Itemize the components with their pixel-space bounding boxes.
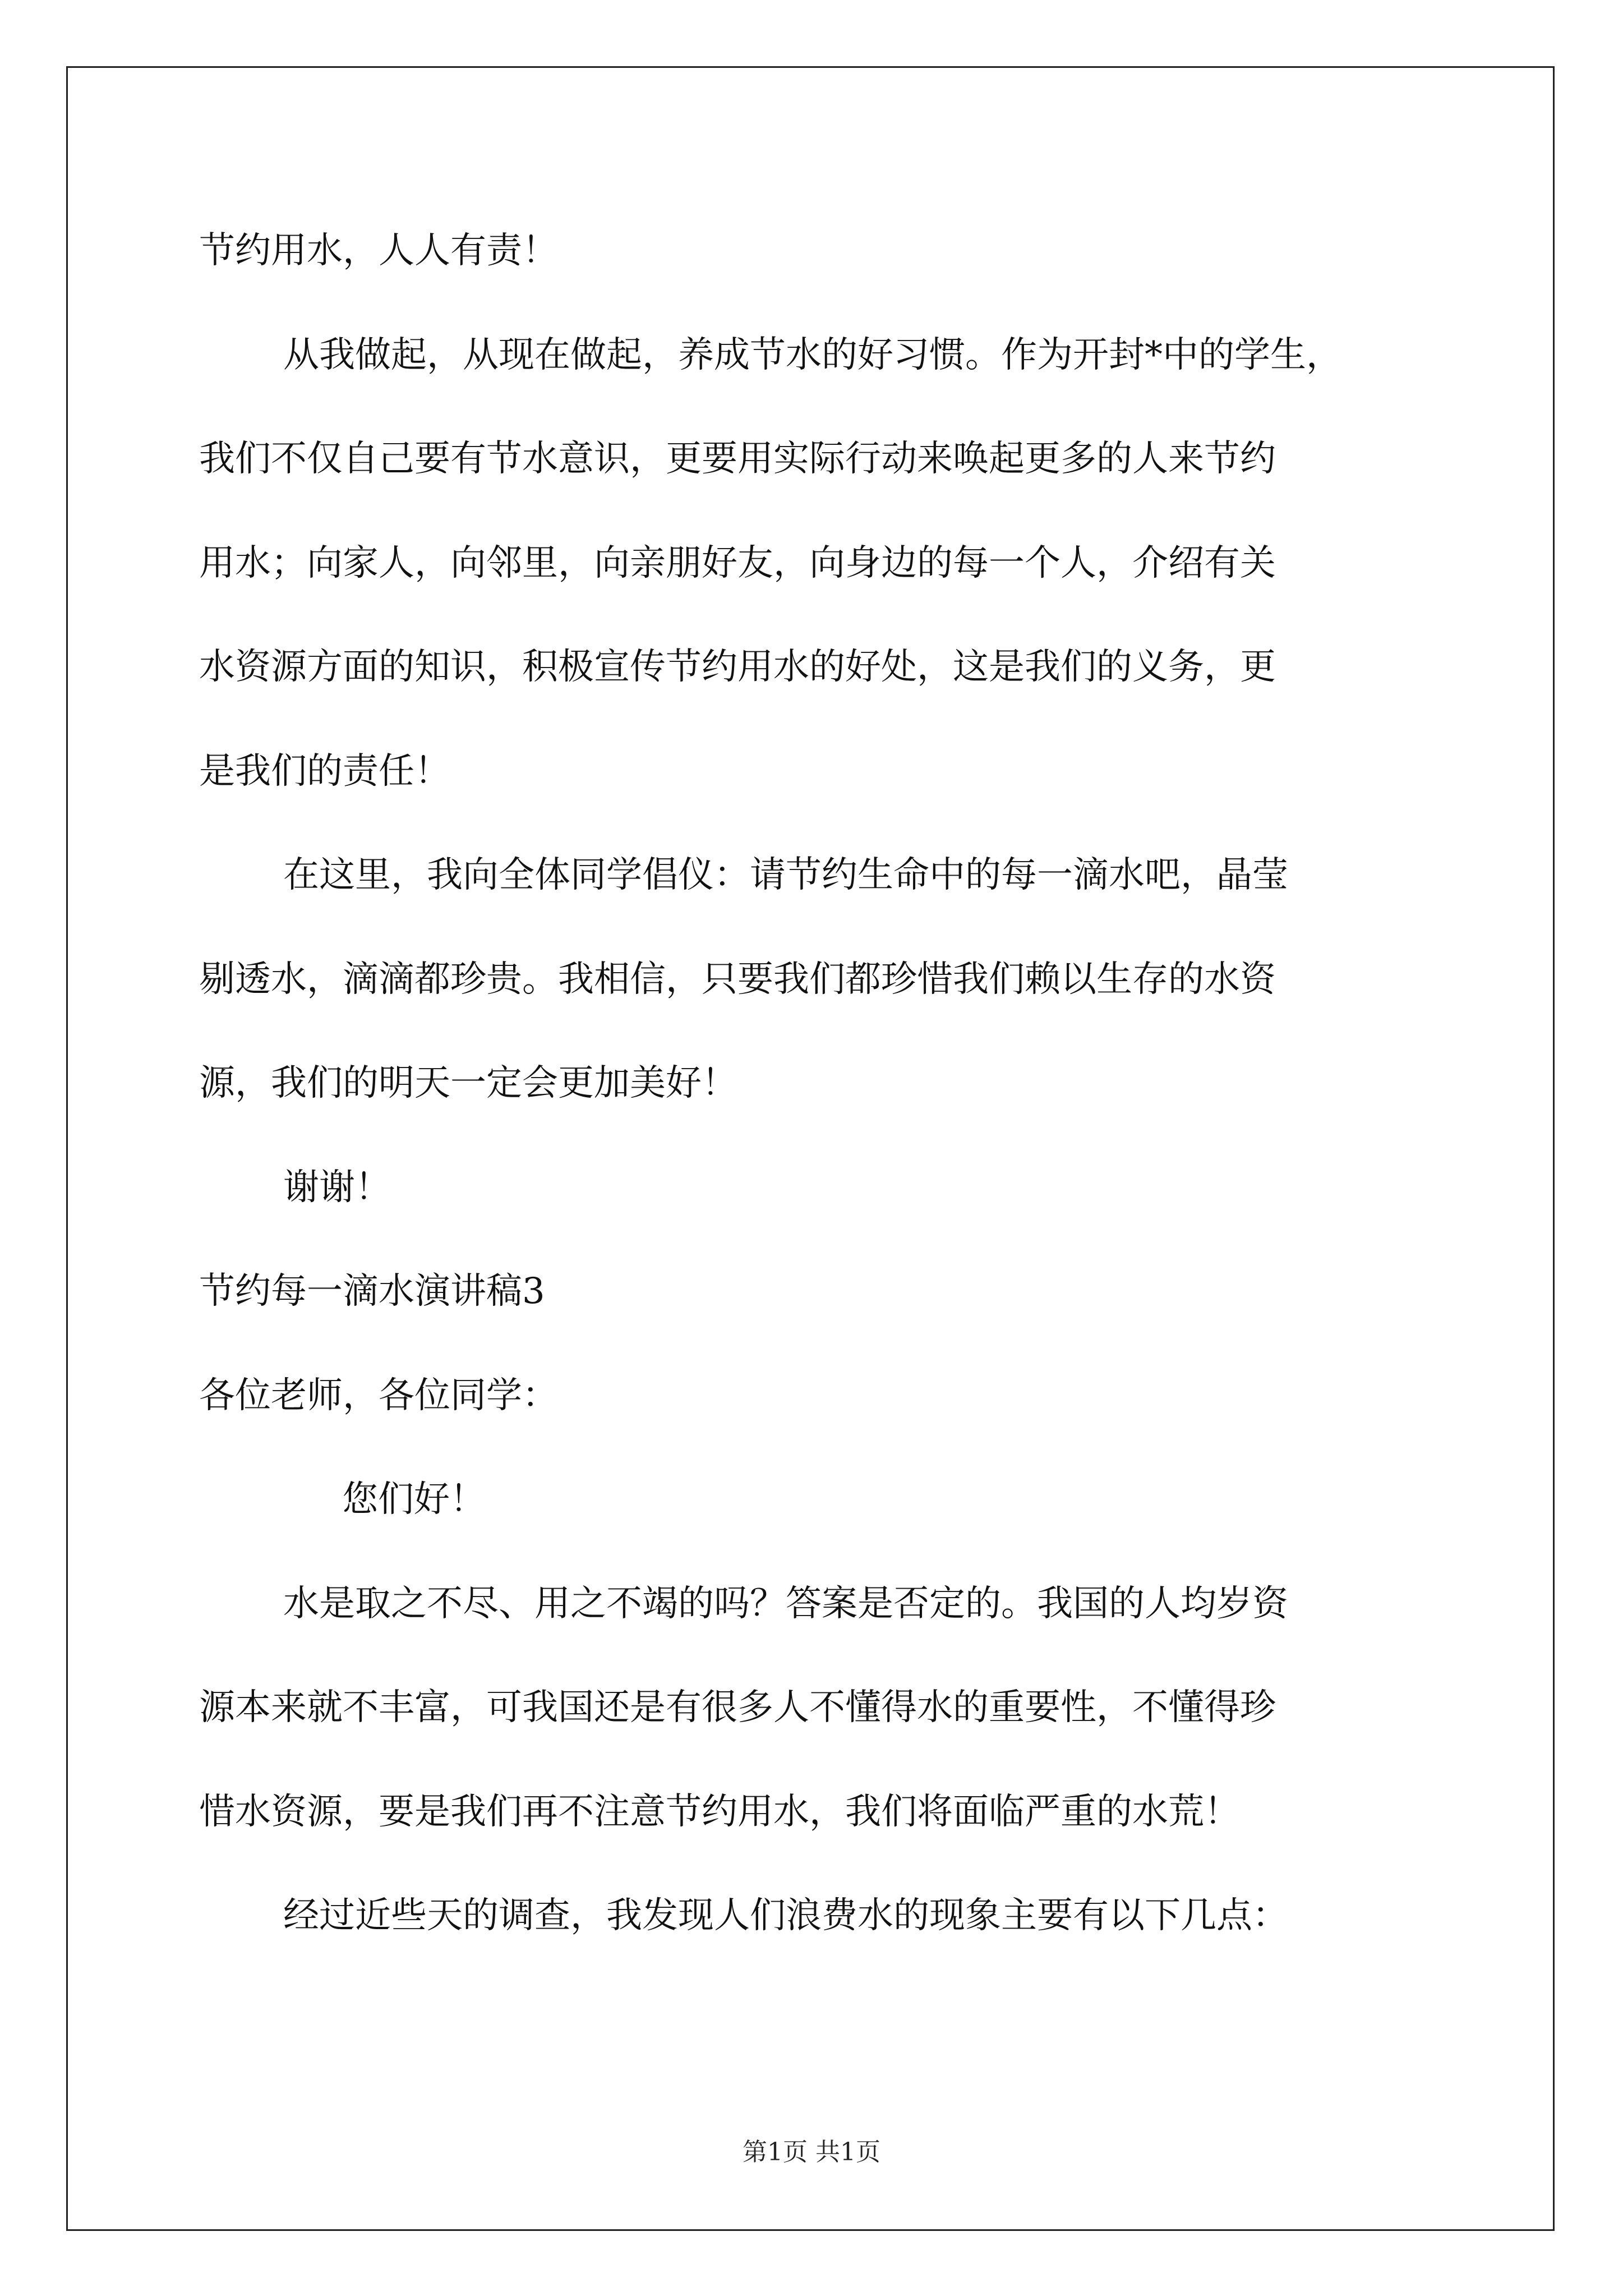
- paragraph-line: 从我做起，从现在做起，养成节水的好习惯。作为开封*中的学生，: [283, 334, 1342, 376]
- paragraph-line: 在这里，我向全体同学倡仪：请节约生命中的每一滴水吧，晶莹: [283, 854, 1288, 896]
- greeting: 您们好！: [342, 1479, 486, 1520]
- paragraph-line: 经过近些天的调查，我发现人们浪费水的现象主要有以下几点：: [283, 1895, 1288, 1936]
- paragraph-line: 是我们的责任！: [199, 751, 450, 792]
- section-heading: 节约每一滴水演讲稿3: [199, 1271, 545, 1312]
- paragraph-line: 用水；向家人，向邻里，向亲朋好友，向身边的每一个人，介绍有关: [199, 542, 1276, 584]
- paragraph-line: 惜水资源，要是我们再不注意节约用水，我们将面临严重的水荒！: [199, 1791, 1240, 1833]
- paragraph-line: 水是取之不尽、用之不竭的吗？答案是否定的。我国的人均岁资: [283, 1583, 1288, 1625]
- page-footer: 第1页 共1页: [743, 2138, 880, 2166]
- paragraph-line: 我们不仅自己要有节水意识，更要用实际行动来唤起更多的人来节约: [199, 438, 1276, 480]
- paragraph-line: 剔透水，滴滴都珍贵。我相信，只要我们都珍惜我们赖以生存的水资: [199, 959, 1276, 1000]
- paragraph-line: 源本来就不丰富，可我国还是有很多人不懂得水的重要性，不懂得珍: [199, 1687, 1276, 1728]
- paragraph-line: 源，我们的明天一定会更加美好！: [199, 1062, 737, 1104]
- salutation: 各位老师，各位同学：: [199, 1375, 558, 1416]
- paragraph-line: 谢谢！: [283, 1167, 391, 1208]
- paragraph-line: 水资源方面的知识，积极宣传节约用水的好处，这是我们的义务，更: [199, 646, 1276, 688]
- paragraph-line: 节约用水，人人有责！: [199, 230, 558, 272]
